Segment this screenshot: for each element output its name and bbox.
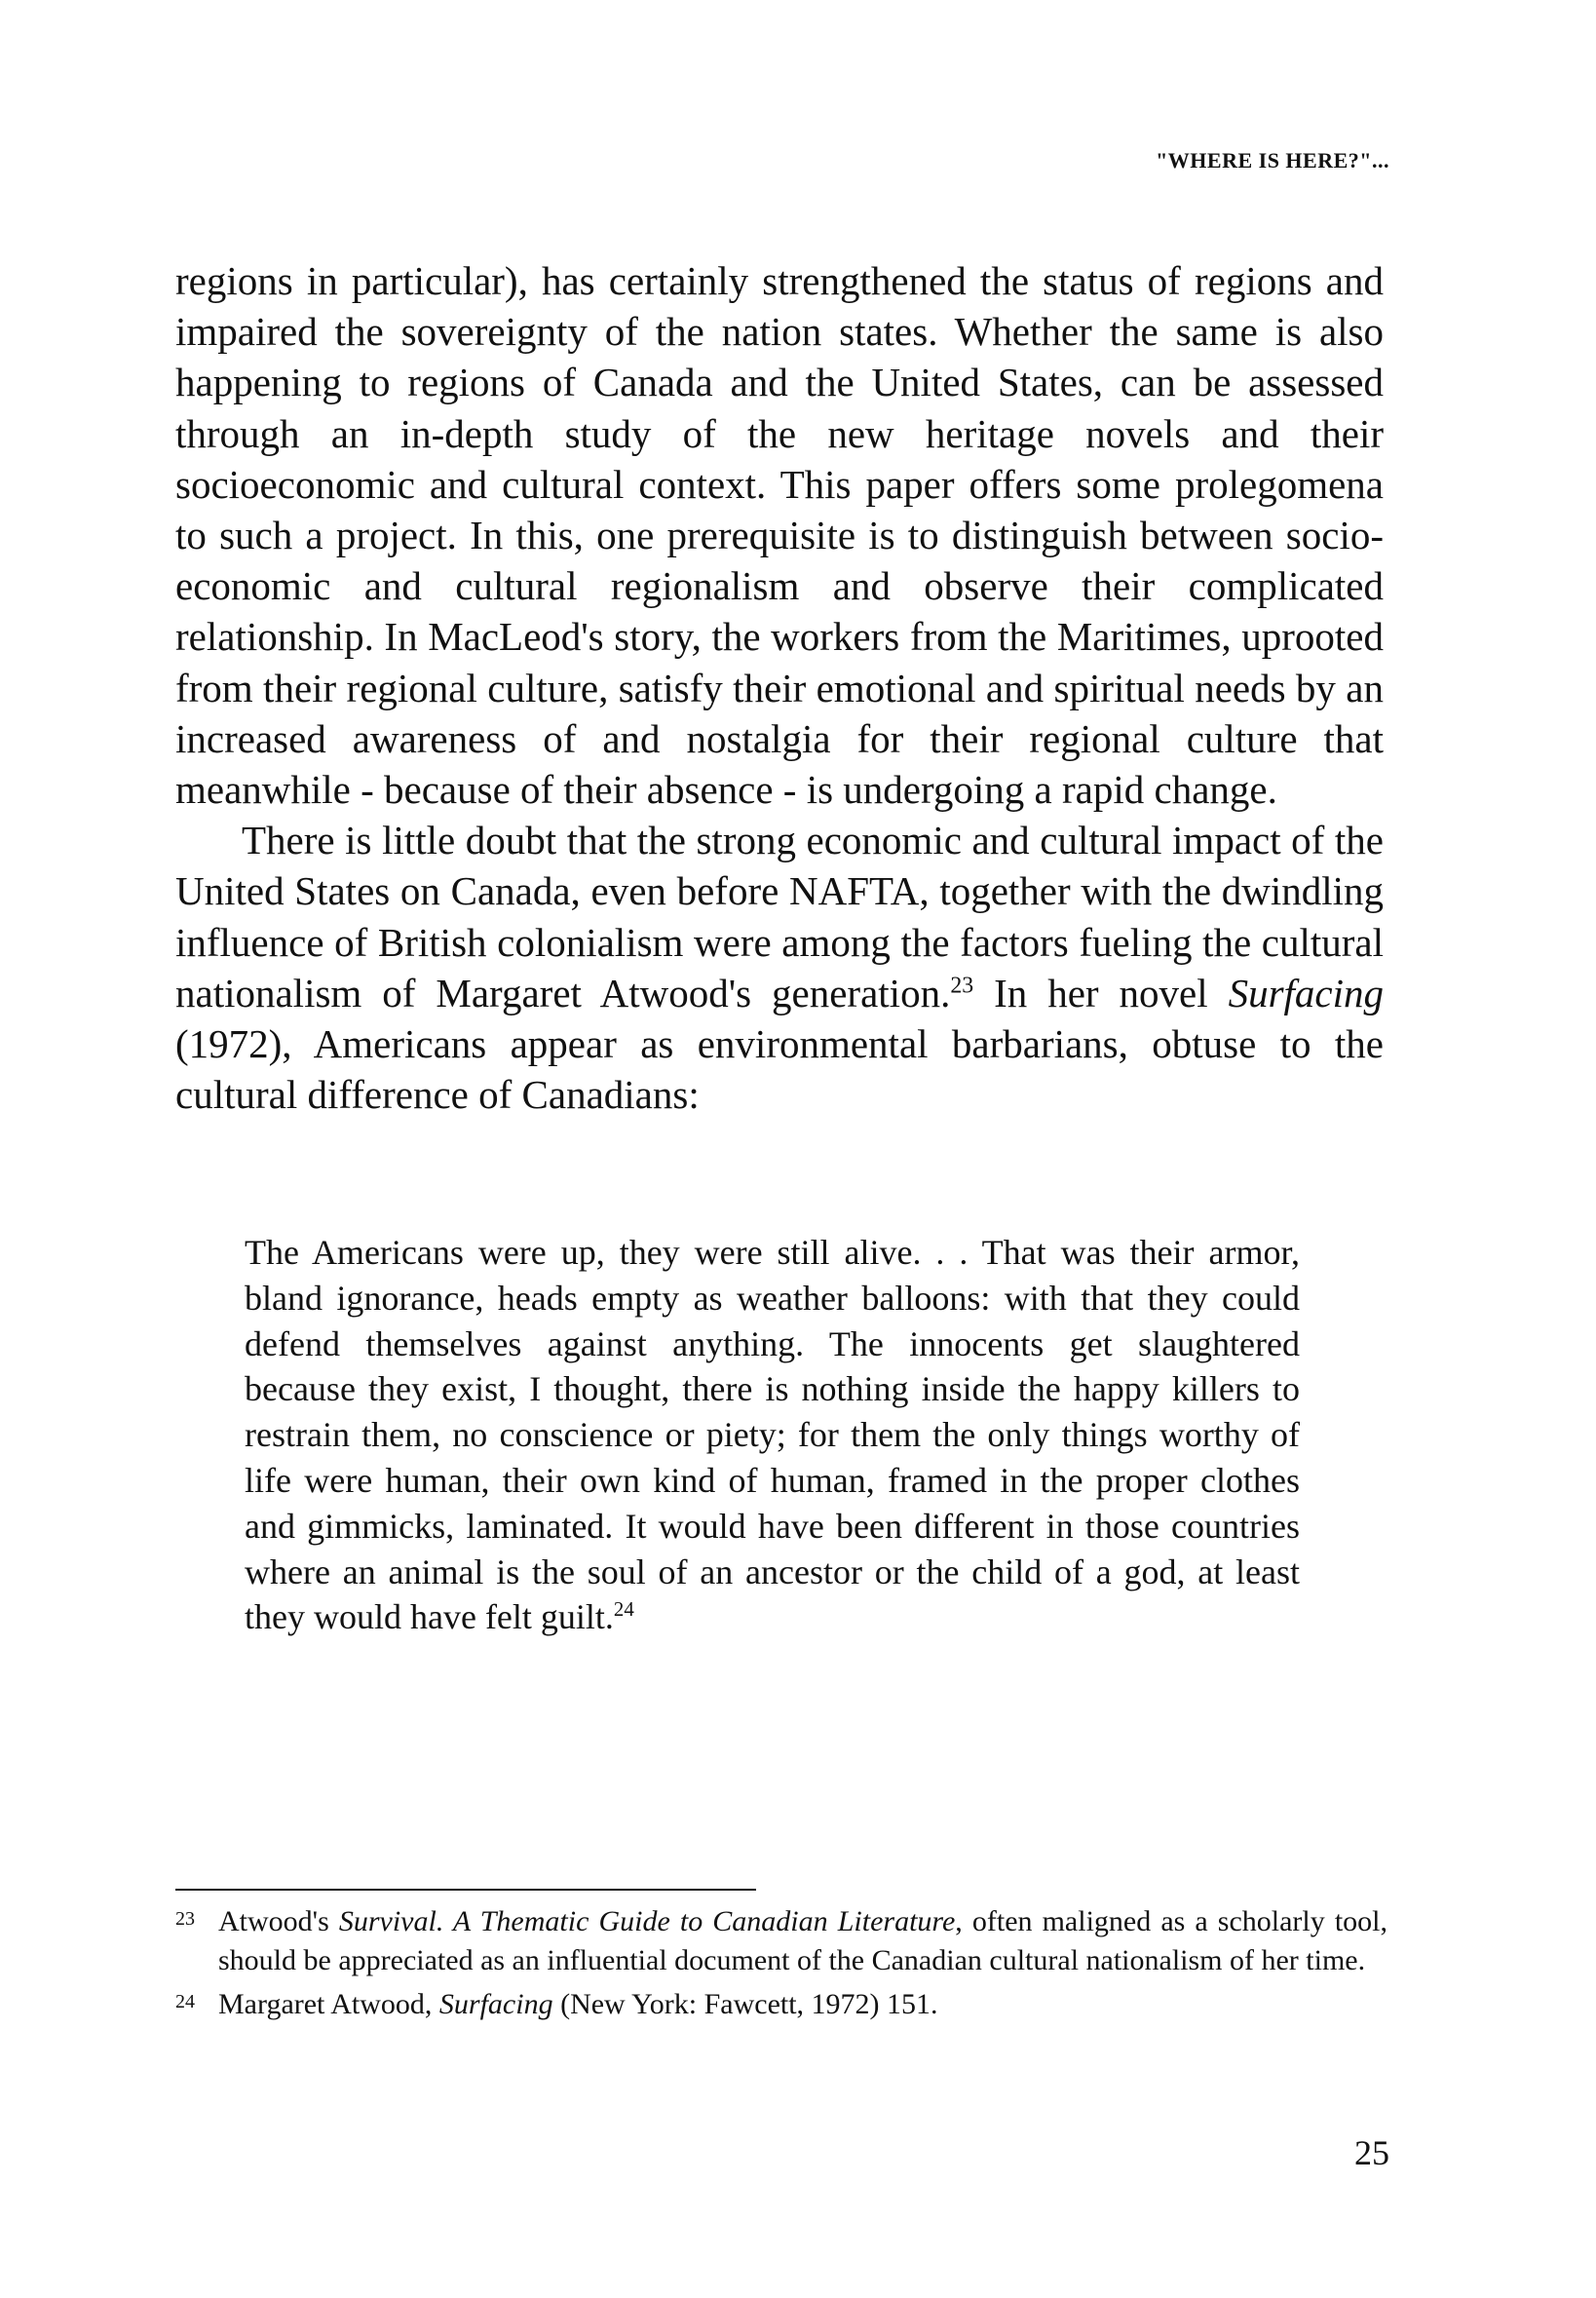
footnote-text-end: , often maligned as a scholarly tool, should be appreciated as an influential document of the Canadian cultural nationalism of her time.	[218, 1905, 1388, 1976]
footnote-23	[175, 1902, 1387, 1980]
running-head: "WHERE IS HERE?"...	[1156, 148, 1389, 172]
footnote-divider	[175, 1889, 756, 1891]
paragraph-2-middle: In her novel	[973, 970, 1229, 1015]
novel-title: Surfacing	[1228, 970, 1385, 1015]
quote-text: The Americans were up, they were still alive. . . That was their armor, bland ignorance, heads empty as weather balloons: with that they could defend themselves against anything. The innocents get slaughtered because they exist, I thought, there is nothing inside the happy killers to restrain them, no conscience or piety; for them the only things worthy of life were human, their own kind of human, framed in the proper clothes and gimmicks, laminated. It would have been different in those countries where an animal is the soul of an ancestor or the child of a god, at least they would have felt guilt.	[245, 1233, 1300, 1637]
footnote-text-start: Margaret Atwood,	[218, 1988, 439, 2020]
main-text	[175, 255, 1384, 1120]
footnote-text	[218, 1985, 1387, 2024]
book-title: Survival. A Thematic Guide to Canadian Literature	[338, 1905, 956, 1937]
paragraph-2	[175, 815, 1384, 1120]
paragraph-2-end: (1972), Americans appear as environmental barbarians, obtuse to the cultural difference of Canadians:	[175, 1021, 1384, 1118]
quote-paragraph	[245, 1230, 1300, 1640]
block-quote	[245, 1230, 1300, 1640]
footnote-24	[175, 1985, 1387, 2024]
paragraph-2-text: There is little doubt that the strong economic and cultural impact of the United States on Canada, even before NAFTA, together with the dwindling influence of British colonialism were among the factors fueling the cultural nationalism of Margaret Atwood's generation.	[175, 818, 1384, 1015]
page-number: 25	[1354, 2133, 1389, 2172]
footnote-ref-23: 23	[950, 973, 974, 999]
footnote-ref-24: 24	[613, 1597, 634, 1622]
footnote-text-start: Atwood's	[218, 1905, 339, 1937]
paragraph-1: regions in particular), has certainly strengthened the status of regions and impaired the sovereignty of the nation states. Whether the same is also happening to regions of Canada and the United States, can be assessed through an in-depth study of the new heritage novels and their socioeconomic and cultural context. This paper offers some prolegomena to such a project. In this, one prerequisite is to distinguish between socio- economic and cultural regionalism and observe their complicated relationship. In MacLeod's story, the workers from the Maritimes, uprooted from their regional culture, satisfy their emotional and spiritual needs by an increased awareness of and nostalgia for their regional culture that meanwhile - because of their absence - is undergoing a rapid change.	[175, 258, 1384, 813]
footnote-number: 23	[175, 1908, 195, 1930]
footnote-number: 24	[175, 1991, 195, 2012]
book-title: Surfacing	[438, 1988, 553, 2020]
footnote-text	[218, 1902, 1387, 1980]
footnotes	[175, 1902, 1387, 2029]
footnote-text-end: (New York: Fawcett, 1972) 151.	[552, 1988, 938, 2020]
